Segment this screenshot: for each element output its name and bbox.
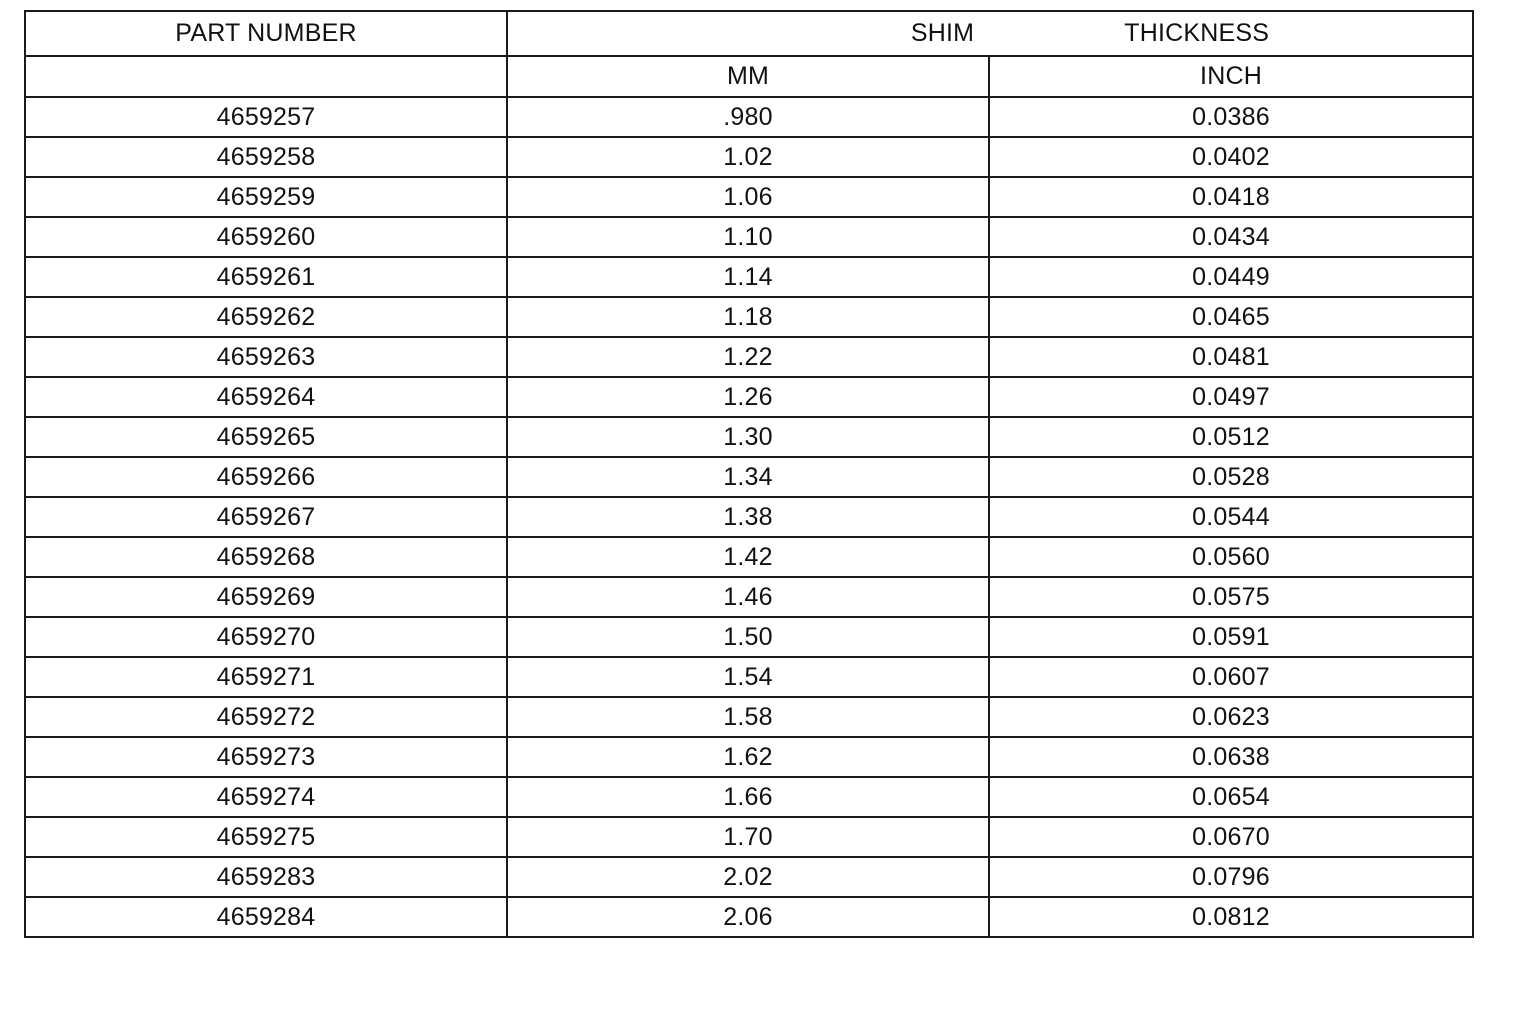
table-row (25, 377, 1473, 417)
shim-thickness-table (24, 10, 1474, 938)
part-number-cell: 4659259 (25, 177, 507, 217)
table-row (25, 657, 1473, 697)
mm-cell: 1.54 (507, 657, 989, 697)
mm-cell: .980 (507, 97, 989, 137)
table-row (25, 457, 1473, 497)
inch-cell: 0.0796 (989, 857, 1473, 897)
inch-cell: 0.0449 (989, 257, 1473, 297)
table-row (25, 217, 1473, 257)
table-row (25, 257, 1473, 297)
subheader-row (25, 56, 1473, 97)
table-row (25, 617, 1473, 657)
inch-cell: 0.0591 (989, 617, 1473, 657)
mm-cell: 1.14 (507, 257, 989, 297)
part-number-cell: 4659267 (25, 497, 507, 537)
part-number-cell: 4659275 (25, 817, 507, 857)
mm-cell: 1.38 (507, 497, 989, 537)
inch-cell: 0.0418 (989, 177, 1473, 217)
inch-cell: 0.0512 (989, 417, 1473, 457)
part-number-cell: 4659261 (25, 257, 507, 297)
inch-cell: 0.0670 (989, 817, 1473, 857)
table-row (25, 497, 1473, 537)
table-row (25, 177, 1473, 217)
part-number-cell: 4659260 (25, 217, 507, 257)
table-row (25, 137, 1473, 177)
table-row (25, 817, 1473, 857)
mm-cell: 1.26 (507, 377, 989, 417)
mm-cell: 1.46 (507, 577, 989, 617)
part-number-cell: 4659262 (25, 297, 507, 337)
inch-cell: 0.0528 (989, 457, 1473, 497)
part-number-cell: 4659269 (25, 577, 507, 617)
mm-cell: 1.30 (507, 417, 989, 457)
mm-cell: 1.66 (507, 777, 989, 817)
part-number-cell: 4659263 (25, 337, 507, 377)
mm-cell: 1.02 (507, 137, 989, 177)
mm-cell: 1.06 (507, 177, 989, 217)
part-number-cell: 4659273 (25, 737, 507, 777)
part-number-header: PART NUMBER (25, 11, 507, 56)
mm-cell: 1.42 (507, 537, 989, 577)
part-number-cell: 4659268 (25, 537, 507, 577)
mm-cell: 2.06 (507, 897, 989, 937)
shim-thickness-header (507, 11, 1473, 56)
subheader-blank-cell (25, 56, 507, 97)
table-row (25, 417, 1473, 457)
mm-cell: 2.02 (507, 857, 989, 897)
part-number-cell: 4659258 (25, 137, 507, 177)
part-number-cell: 4659270 (25, 617, 507, 657)
table-row (25, 337, 1473, 377)
mm-cell: 1.62 (507, 737, 989, 777)
part-number-cell: 4659283 (25, 857, 507, 897)
table-row (25, 897, 1473, 937)
inch-cell: 0.0465 (989, 297, 1473, 337)
mm-cell: 1.34 (507, 457, 989, 497)
inch-cell: 0.0560 (989, 537, 1473, 577)
part-number-cell: 4659264 (25, 377, 507, 417)
table-row (25, 857, 1473, 897)
table-row (25, 97, 1473, 137)
shim-thickness-sheet (24, 10, 1472, 938)
table-row (25, 537, 1473, 577)
inch-cell: 0.0386 (989, 97, 1473, 137)
part-number-cell: 4659284 (25, 897, 507, 937)
header-row (25, 11, 1473, 56)
table-row (25, 577, 1473, 617)
part-number-cell: 4659266 (25, 457, 507, 497)
part-number-cell: 4659272 (25, 697, 507, 737)
part-number-cell: 4659271 (25, 657, 507, 697)
table-row (25, 697, 1473, 737)
table-row (25, 777, 1473, 817)
inch-cell: 0.0497 (989, 377, 1473, 417)
part-number-cell: 4659274 (25, 777, 507, 817)
mm-cell: 1.18 (507, 297, 989, 337)
inch-cell: 0.0812 (989, 897, 1473, 937)
thickness-label: THICKNESS (1124, 19, 1270, 47)
mm-cell: 1.50 (507, 617, 989, 657)
inch-cell: 0.0544 (989, 497, 1473, 537)
mm-cell: 1.70 (507, 817, 989, 857)
inch-cell: 0.0638 (989, 737, 1473, 777)
shim-label: SHIM (910, 19, 975, 47)
inch-cell: 0.0575 (989, 577, 1473, 617)
mm-header: MM (507, 56, 989, 97)
table-row (25, 297, 1473, 337)
mm-cell: 1.22 (507, 337, 989, 377)
inch-cell: 0.0481 (989, 337, 1473, 377)
mm-cell: 1.58 (507, 697, 989, 737)
inch-cell: 0.0607 (989, 657, 1473, 697)
part-number-cell: 4659257 (25, 97, 507, 137)
inch-cell: 0.0654 (989, 777, 1473, 817)
part-number-cell: 4659265 (25, 417, 507, 457)
inch-cell: 0.0402 (989, 137, 1473, 177)
inch-cell: 0.0434 (989, 217, 1473, 257)
mm-cell: 1.10 (507, 217, 989, 257)
table-row (25, 737, 1473, 777)
inch-header: INCH (989, 56, 1473, 97)
inch-cell: 0.0623 (989, 697, 1473, 737)
